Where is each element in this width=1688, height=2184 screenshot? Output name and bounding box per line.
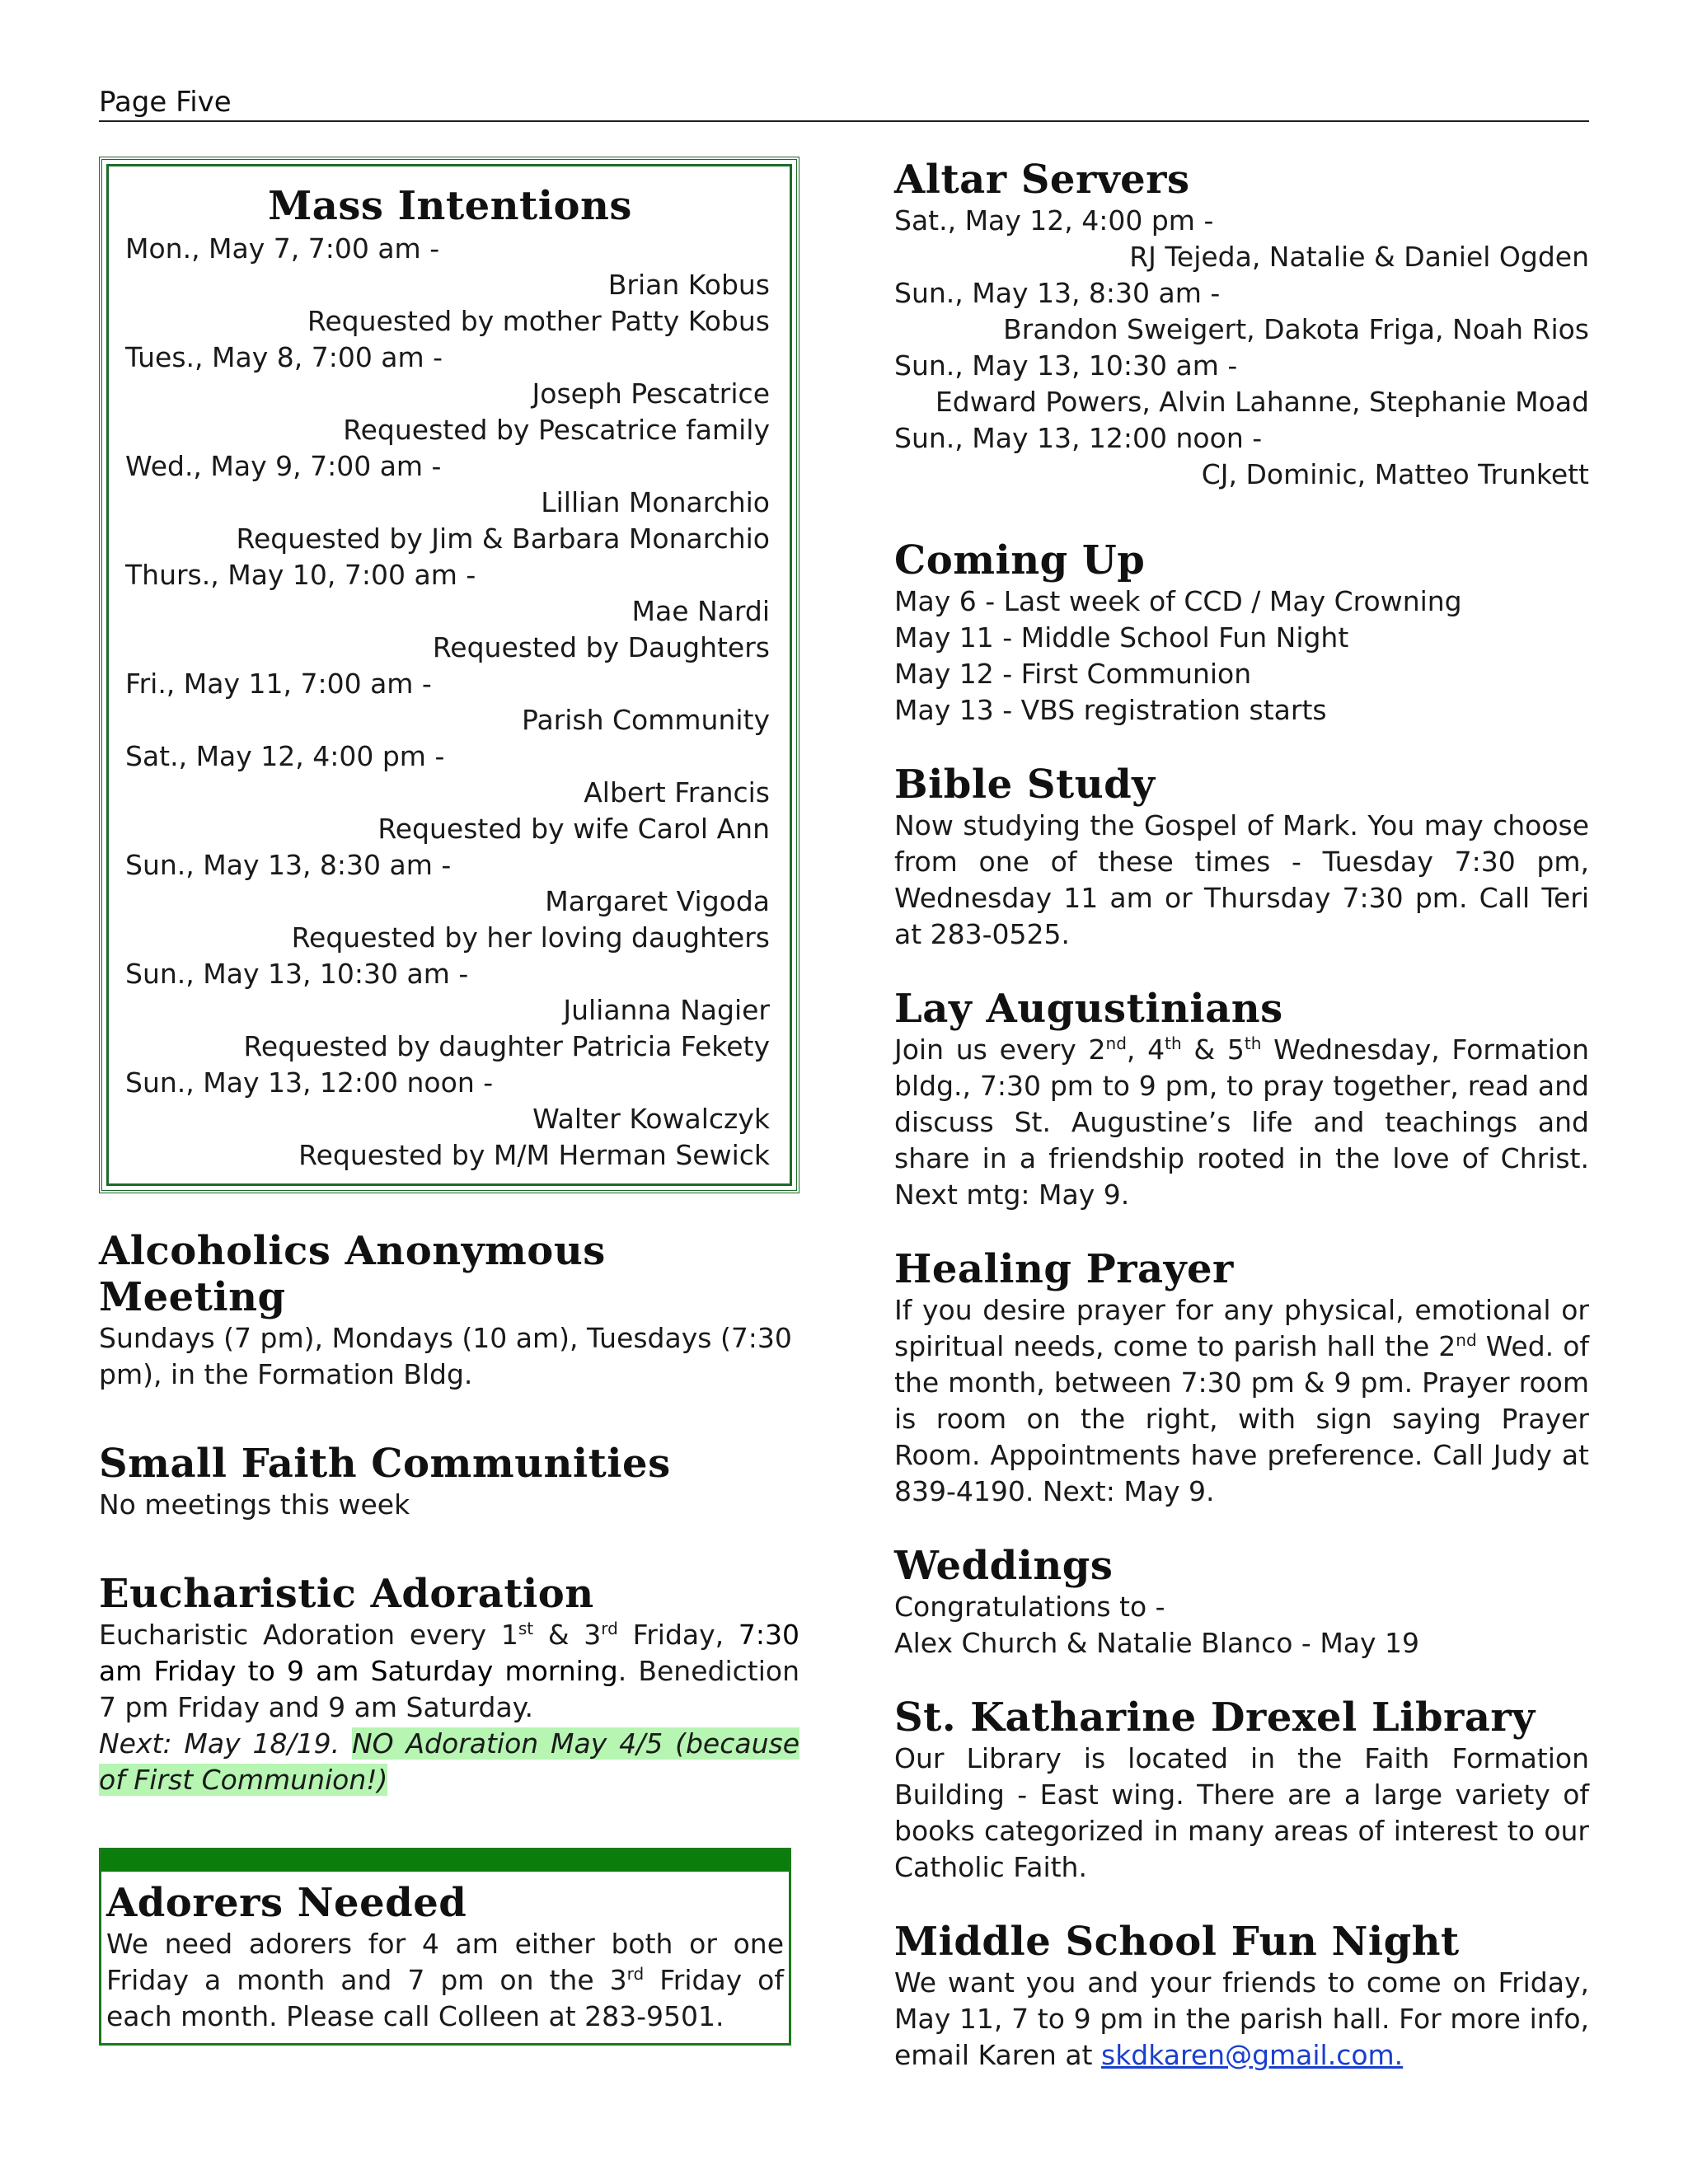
email-link[interactable]: skdkaren@gmail.com. — [1101, 2039, 1404, 2071]
mass-intention-time: Fri., May 11, 7:00 am - — [125, 668, 432, 700]
library-text: Our Library is located in the Faith Formation Building - East wing. There are a large variety of books categorized in many areas of interest to our Catholic Faith. — [894, 1742, 1589, 1883]
adorers-text — [106, 1926, 784, 2035]
adorers-title: Adorers Needed — [106, 1880, 467, 1926]
adorers-needed-box — [99, 1848, 791, 2046]
mass-intention-requested: Requested by Pescatrice family — [343, 414, 770, 446]
mass-intention-requested: Requested by M/M Herman Sewick — [298, 1139, 770, 1171]
lay-augustinians-title: Lay Augustinians — [894, 986, 1283, 1032]
adoration-text-2: Friday, — [632, 1619, 724, 1651]
ordinal-rd-2: rd — [626, 1964, 645, 1984]
right-column — [894, 157, 1589, 2074]
healing-prayer-text — [894, 1292, 1589, 1510]
mass-intention-time: Wed., May 9, 7:00 am - — [125, 450, 442, 482]
adoration-note-highlight: NO Adoration May 4/5 (because of First Communion!) — [99, 1727, 799, 1796]
mass-intention-for: Parish Community — [522, 704, 770, 736]
altar-server-names: RJ Tejeda, Natalie & Daniel Ogden — [1129, 241, 1589, 273]
mass-intention-requested: Requested by wife Carol Ann — [377, 813, 770, 845]
ordinal-th: th — [1165, 1033, 1182, 1053]
adoration-hours: 7:30 am Friday to 9 am Saturday morning — [99, 1619, 799, 1687]
lay-aug-text-2: , 4 — [1126, 1033, 1165, 1066]
altar-server-names: Brandon Sweigert, Dakota Friga, Noah Rios — [1003, 313, 1589, 345]
page-label: Page Five — [99, 86, 232, 119]
mass-intention-time: Sun., May 13, 12:00 noon - — [125, 1066, 494, 1099]
adoration-text-3: . Benediction 7 pm Friday and 9 am Saturday. — [99, 1655, 799, 1723]
mass-intention-for: Lillian Monarchio — [541, 486, 770, 518]
mass-intention-time: Sat., May 12, 4:00 pm - — [125, 740, 445, 772]
mass-intention-time: Mon., May 7, 7:00 am - — [125, 232, 440, 265]
library-title: St. Katharine Drexel Library — [894, 1694, 1536, 1741]
mass-intention-for: Julianna Nagier — [563, 994, 770, 1026]
mass-intention-time: Sun., May 13, 10:30 am - — [125, 958, 469, 990]
small-faith-section — [99, 1441, 799, 1523]
small-faith-title: Small Faith Communities — [99, 1441, 671, 1487]
altar-servers-title: Altar Servers — [894, 157, 1190, 203]
ordinal-th-2: th — [1244, 1033, 1262, 1053]
adoration-title: Eucharistic Adoration — [99, 1571, 594, 1617]
aa-text: Sundays (7 pm), Mondays (10 am), Tuesdays (7:30 pm), in the Formation Bldg. — [99, 1322, 792, 1390]
left-column — [99, 157, 799, 2046]
fun-night-text — [894, 1965, 1589, 2074]
fun-night-text-body: We want you and your friends to come on Friday, May 11, 7 to 9 pm in the parish hall. For more info, email Karen at — [894, 1966, 1589, 2071]
mass-intention-for: Brian Kobus — [607, 269, 770, 301]
mass-intention-requested: Requested by her loving daughters — [291, 921, 770, 954]
adoration-next-line — [99, 1726, 799, 1798]
lay-augustinians-section — [894, 986, 1589, 1213]
mass-intention-for: Mae Nardi — [631, 595, 770, 627]
healing-prayer-title: Healing Prayer — [894, 1246, 1234, 1292]
weddings-section — [894, 1543, 1589, 1661]
adoration-and: & 3 — [547, 1619, 602, 1651]
coming-up-title: Coming Up — [894, 537, 1146, 583]
coming-up-item: May 11 - Middle School Fun Night — [894, 621, 1349, 654]
mass-intention-time: Tues., May 8, 7:00 am - — [125, 341, 443, 373]
adoration-text: Eucharistic Adoration every 1st & 3rd Friday, 7:30 am Friday to 9 am Saturday morning. Benediction 7 pm Friday and 9 am Saturday. — [99, 1619, 799, 1723]
adoration-text-1: Eucharistic Adoration every — [99, 1619, 487, 1651]
altar-server-time: Sun., May 13, 12:00 noon - — [894, 422, 1263, 454]
mass-intention-requested: Requested by daughter Patricia Fekety — [243, 1030, 770, 1062]
weddings-title: Weddings — [894, 1543, 1114, 1589]
ordinal-rd: rd — [601, 1619, 618, 1638]
aa-title: Alcoholics Anonymous Meeting — [99, 1228, 606, 1320]
mass-intention-for: Margaret Vigoda — [545, 885, 770, 917]
healing-text-2: Wed. of the month, between 7:30 pm & 9 pm. Prayer room is room on the right, with sign saying Prayer Room. Appointments have preference. Call Judy at 839-4190. Next: May 9. — [894, 1330, 1589, 1507]
adoration-next: Next: May 18/19. — [99, 1727, 340, 1760]
header-rule — [99, 120, 1589, 122]
aa-section — [99, 1228, 799, 1393]
mass-intention-requested: Requested by Jim & Barbara Monarchio — [236, 523, 770, 555]
coming-up-item: May 6 - Last week of CCD / May Crowning — [894, 585, 1462, 617]
bible-study-section — [894, 762, 1589, 953]
bible-study-text: Now studying the Gospel of Mark. You may choose from one of these times - Tuesday 7:30 pm, Wednesday 11 am or Thursday 7:30 pm. Call Teri at 283-0525. — [894, 809, 1589, 950]
coming-up-item: May 13 - VBS registration starts — [894, 694, 1327, 726]
coming-up-section — [894, 537, 1589, 729]
mass-intention-for: Walter Kowalczyk — [532, 1103, 770, 1135]
adoration-section — [99, 1571, 799, 1798]
mass-intention-for: Joseph Pescatrice — [532, 377, 770, 410]
small-faith-text: No meetings this week — [99, 1488, 410, 1521]
library-section — [894, 1694, 1589, 1886]
lay-aug-text-4: Wednesday, Formation bldg., 7:30 pm to 9 pm, to pray together, read and discuss St. Augustine’s life and teachings and share in a friendship rooted in the love of Christ. Next mtg: May 9. — [894, 1033, 1589, 1211]
mass-intention-for: Albert Francis — [584, 776, 770, 808]
coming-up-item: May 12 - First Communion — [894, 658, 1252, 690]
altar-server-time: Sun., May 13, 8:30 am - — [894, 277, 1221, 309]
mass-intention-requested: Requested by mother Patty Kobus — [307, 305, 770, 337]
altar-servers-list — [894, 203, 1589, 493]
weddings-line-1: Congratulations to - — [894, 1591, 1165, 1623]
fun-night-section — [894, 1919, 1589, 2074]
adorers-text-2: Friday of each month. Please call Colleen at 283-9501. — [106, 1964, 784, 2032]
altar-server-time: Sat., May 12, 4:00 pm - — [894, 204, 1214, 237]
adorers-green-bar — [101, 1850, 789, 1872]
lay-aug-text-3: & 5 — [1181, 1033, 1245, 1066]
altar-server-names: CJ, Dominic, Matteo Trunkett — [1201, 458, 1589, 490]
ordinal-st: st — [518, 1619, 534, 1638]
weddings-line-2: Alex Church & Natalie Blanco - May 19 — [894, 1627, 1420, 1659]
coming-up-list — [894, 583, 1589, 729]
healing-text-1: If you desire prayer for any physical, emotional or spiritual needs, come to parish hall the 2 — [894, 1294, 1589, 1362]
altar-server-time: Sun., May 13, 10:30 am - — [894, 349, 1238, 382]
lay-augustinians-text — [894, 1032, 1589, 1213]
altar-servers-section — [894, 157, 1589, 493]
mass-intention-time: Thurs., May 10, 7:00 am - — [125, 559, 476, 591]
adorers-text-1: We need adorers for 4 am either both or one Friday a month and 7 pm on the 3 — [106, 1928, 784, 1996]
mass-intentions-title: Mass Intentions — [268, 183, 632, 229]
ordinal-nd-2: nd — [1456, 1330, 1477, 1350]
mass-intentions-list — [125, 231, 775, 1174]
mass-intention-time: Sun., May 13, 8:30 am - — [125, 849, 452, 881]
healing-prayer-section — [894, 1246, 1589, 1510]
ordinal-nd: nd — [1105, 1033, 1127, 1053]
mass-intention-requested: Requested by Daughters — [432, 631, 770, 663]
mass-intentions-box — [99, 157, 799, 1193]
lay-aug-text-1: Join us every 2 — [894, 1033, 1106, 1066]
bible-study-title: Bible Study — [894, 762, 1156, 808]
fun-night-title: Middle School Fun Night — [894, 1919, 1460, 1965]
altar-server-names: Edward Powers, Alvin Lahanne, Stephanie Moad — [935, 386, 1589, 418]
